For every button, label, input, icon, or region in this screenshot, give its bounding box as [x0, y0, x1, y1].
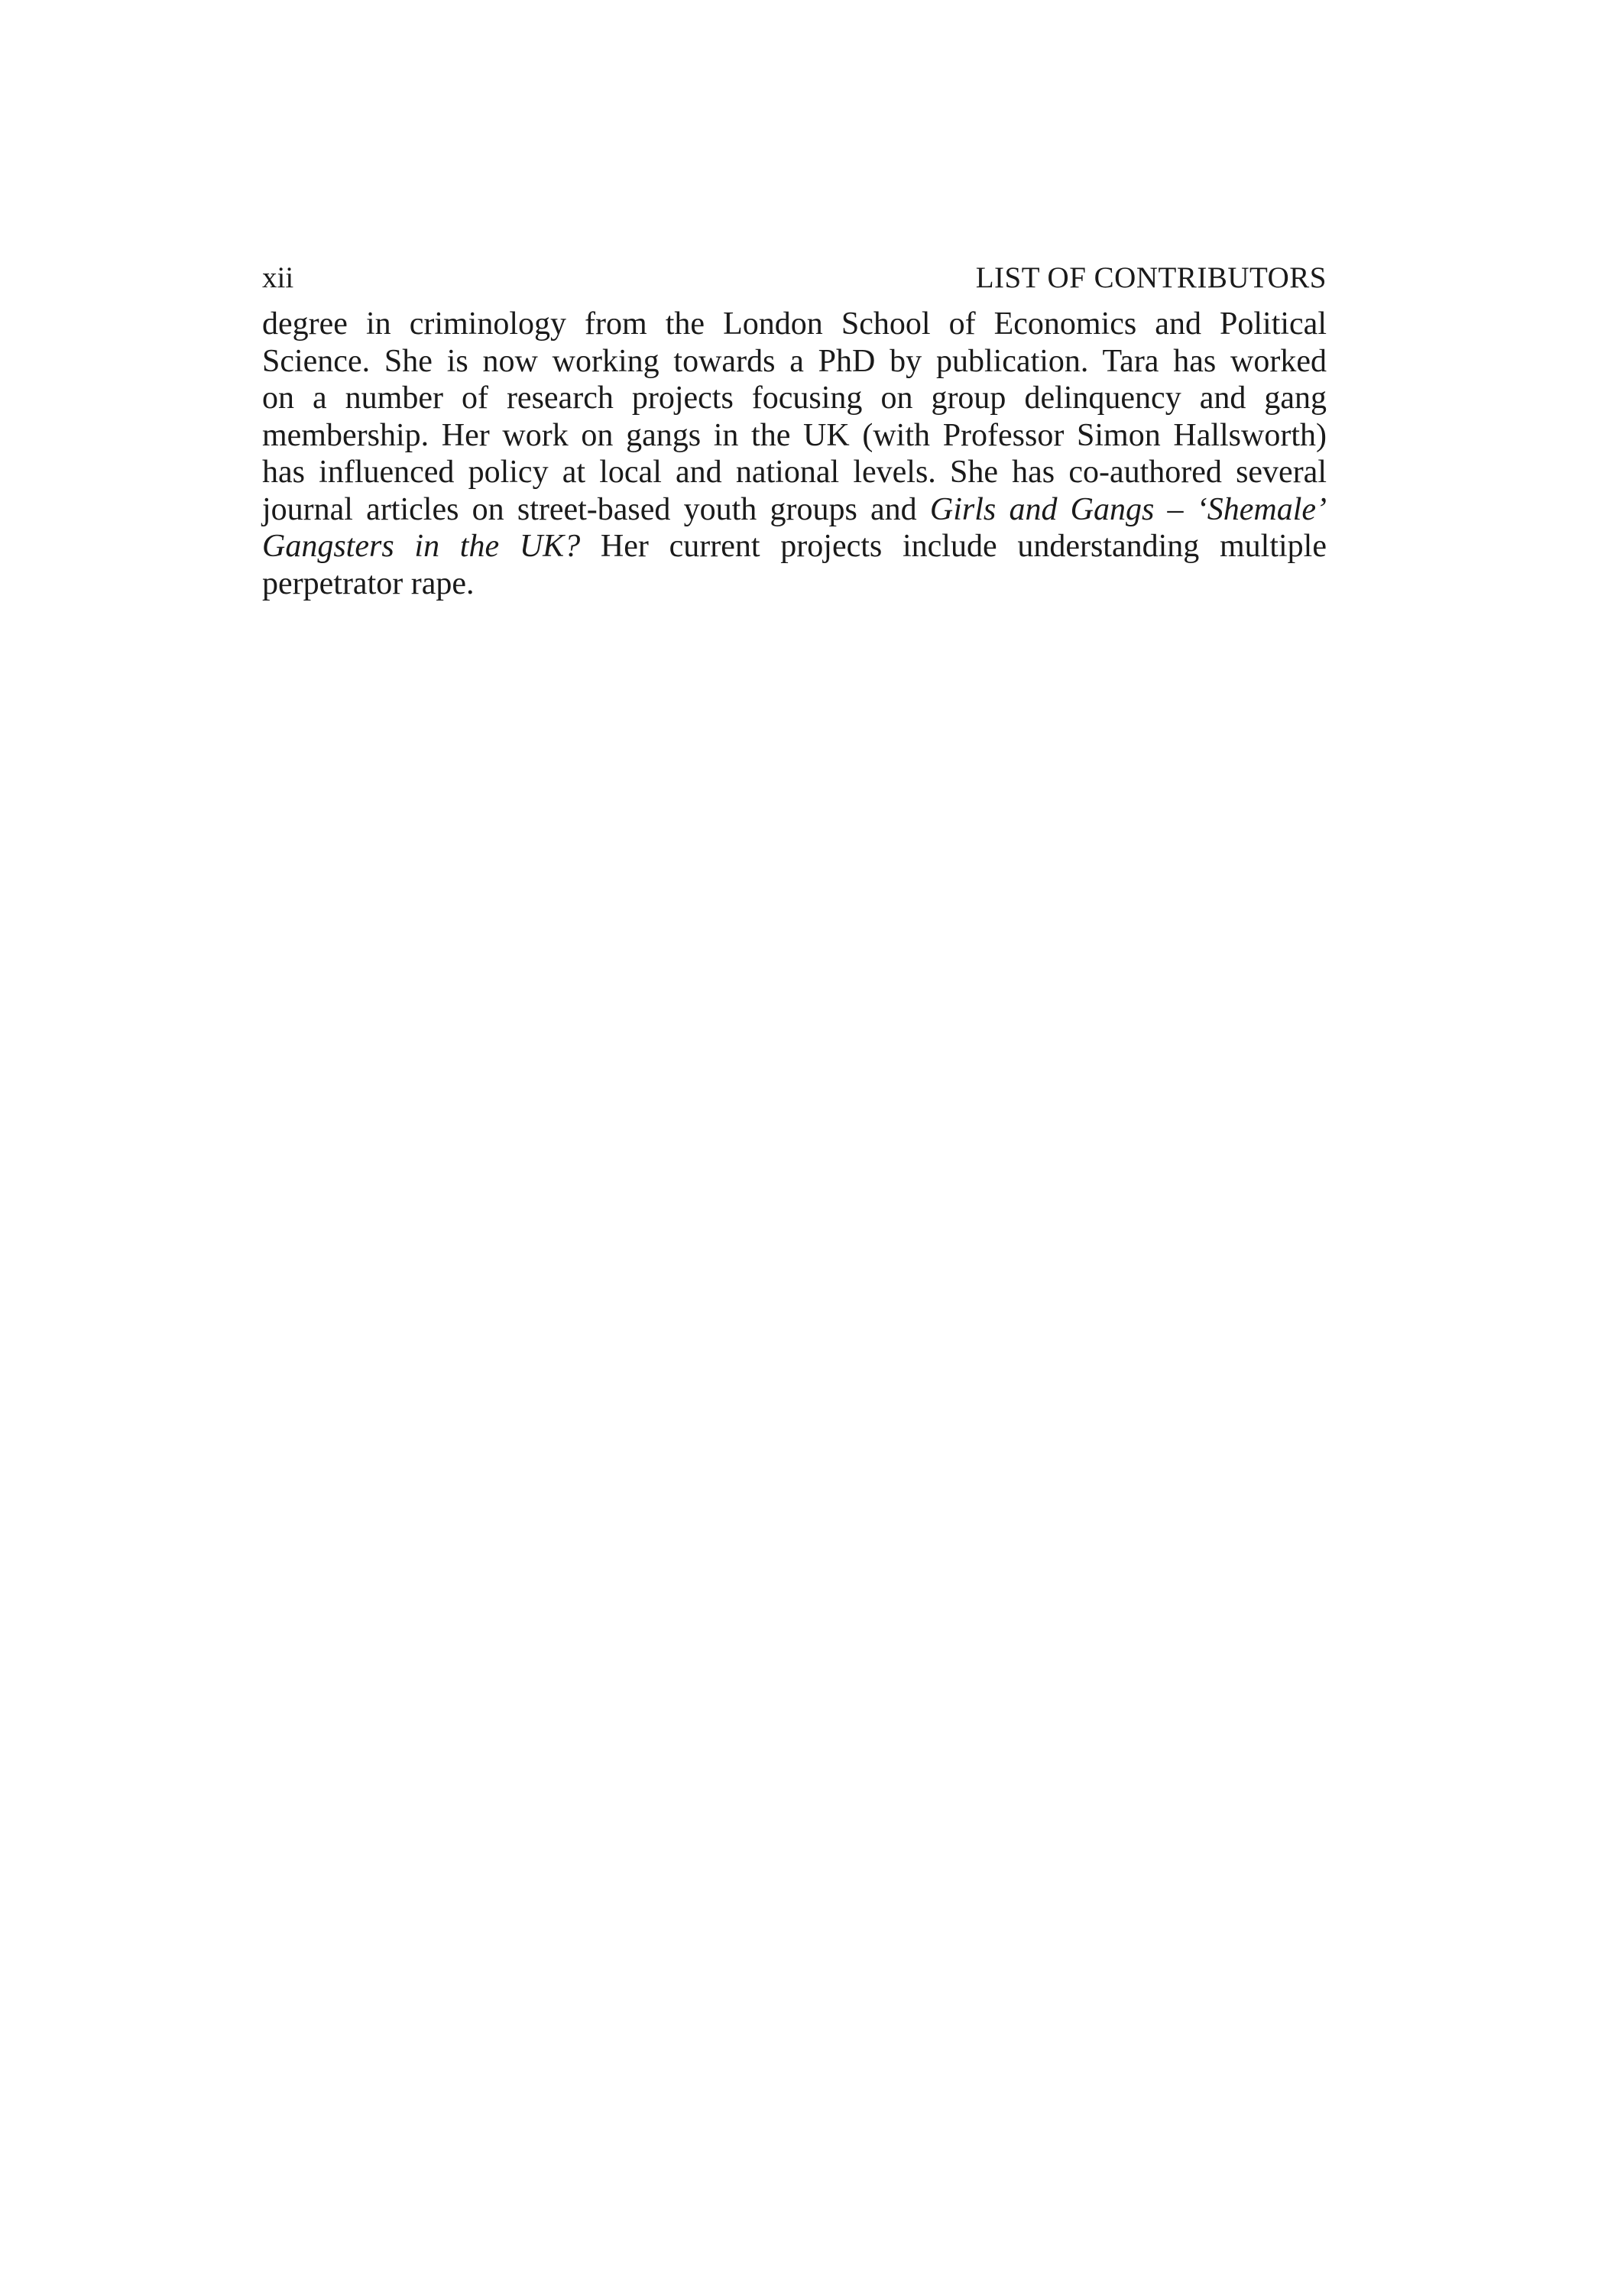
text-run: journal articles on street-based youth groups and: [262, 491, 930, 527]
book-title: Girls and Gangs – ‘Shemale’: [929, 491, 1327, 527]
text-line: degree in criminology from the London School of Economics and Political: [262, 306, 1327, 342]
text-line: has influenced policy at local and national levels. She has co-authored several: [262, 455, 1327, 490]
text-line: [262, 528, 1327, 565]
book-title-continued: Gangsters in the UK?: [262, 529, 581, 564]
page-number: xii: [262, 261, 294, 294]
running-head: [262, 257, 1327, 300]
text-line: [262, 491, 1327, 529]
contributor-bio-paragraph: [262, 306, 1327, 602]
text-line: membership. Her work on gangs in the UK (with Professor Simon Hallsworth): [262, 417, 1327, 453]
text-line: on a number of research projects focusing on group delinquency and gang: [262, 381, 1327, 416]
text-run: Her current projects include understanding multiple: [580, 529, 1327, 564]
running-head-title: LIST OF CONTRIBUTORS: [975, 261, 1327, 294]
text-line: perpetrator rape.: [262, 565, 475, 601]
text-line: Science. She is now working towards a PhD by publication. Tara has worked: [262, 343, 1327, 379]
